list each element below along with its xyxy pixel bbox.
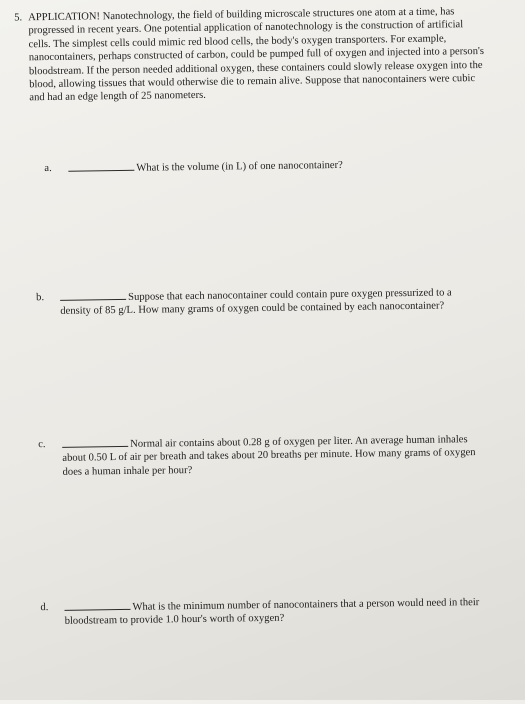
answer-blank [60, 290, 126, 301]
answer-blank [64, 600, 130, 611]
question-letter: c. [38, 439, 46, 451]
question-text: What is the volume (in L) of one nanocontainer? [136, 159, 343, 174]
question-c [38, 432, 479, 479]
problem-number: 5. [14, 12, 23, 24]
question-b [36, 285, 476, 319]
problem-text: APPLICATION! Nanotechnology, the field of building microscale structures one atom at a time, has progressed in recent years. One potential application of nanotechnology is the construction of artificial cells. The simplest cells could mimic red blood cells, the body's oxygen transporters. For example, nanocontainers, perhaps constructed of carbon, could be pumped full of oxygen and injected into a person's bloodstream. If the person needed additional oxygen, these containers could slowly release oxygen into the blood, allowing tissues that would otherwise die to remain alive. Suppose that nanocontainers were cubic and had an edge length of 25 nanometers. [28, 6, 485, 104]
answer-blank [68, 161, 134, 172]
question-letter: b. [36, 292, 45, 304]
question-text: Normal air contains about 0.28 g of oxygen per liter. An average human inhales about 0.50 L of air per breath and takes about 20 breaths per minute. How many grams of oxygen does a human inhale per hour? [62, 434, 476, 478]
question-letter: d. [40, 602, 49, 614]
question-d [40, 595, 480, 629]
question-text: Suppose that each nanocontainer could contain pure oxygen pressurized to a density of 85 g/L. How many grams of oxygen could be contained by each nanocontainer? [60, 287, 452, 318]
question-text: What is the minimum number of nanocontainers that a person would need in their bloodstream to provide 1.0 hour's worth of oxygen? [64, 597, 480, 628]
question-a [44, 156, 484, 177]
answer-blank [62, 437, 128, 448]
problem-5 [14, 5, 485, 105]
question-letter: a. [44, 162, 52, 175]
